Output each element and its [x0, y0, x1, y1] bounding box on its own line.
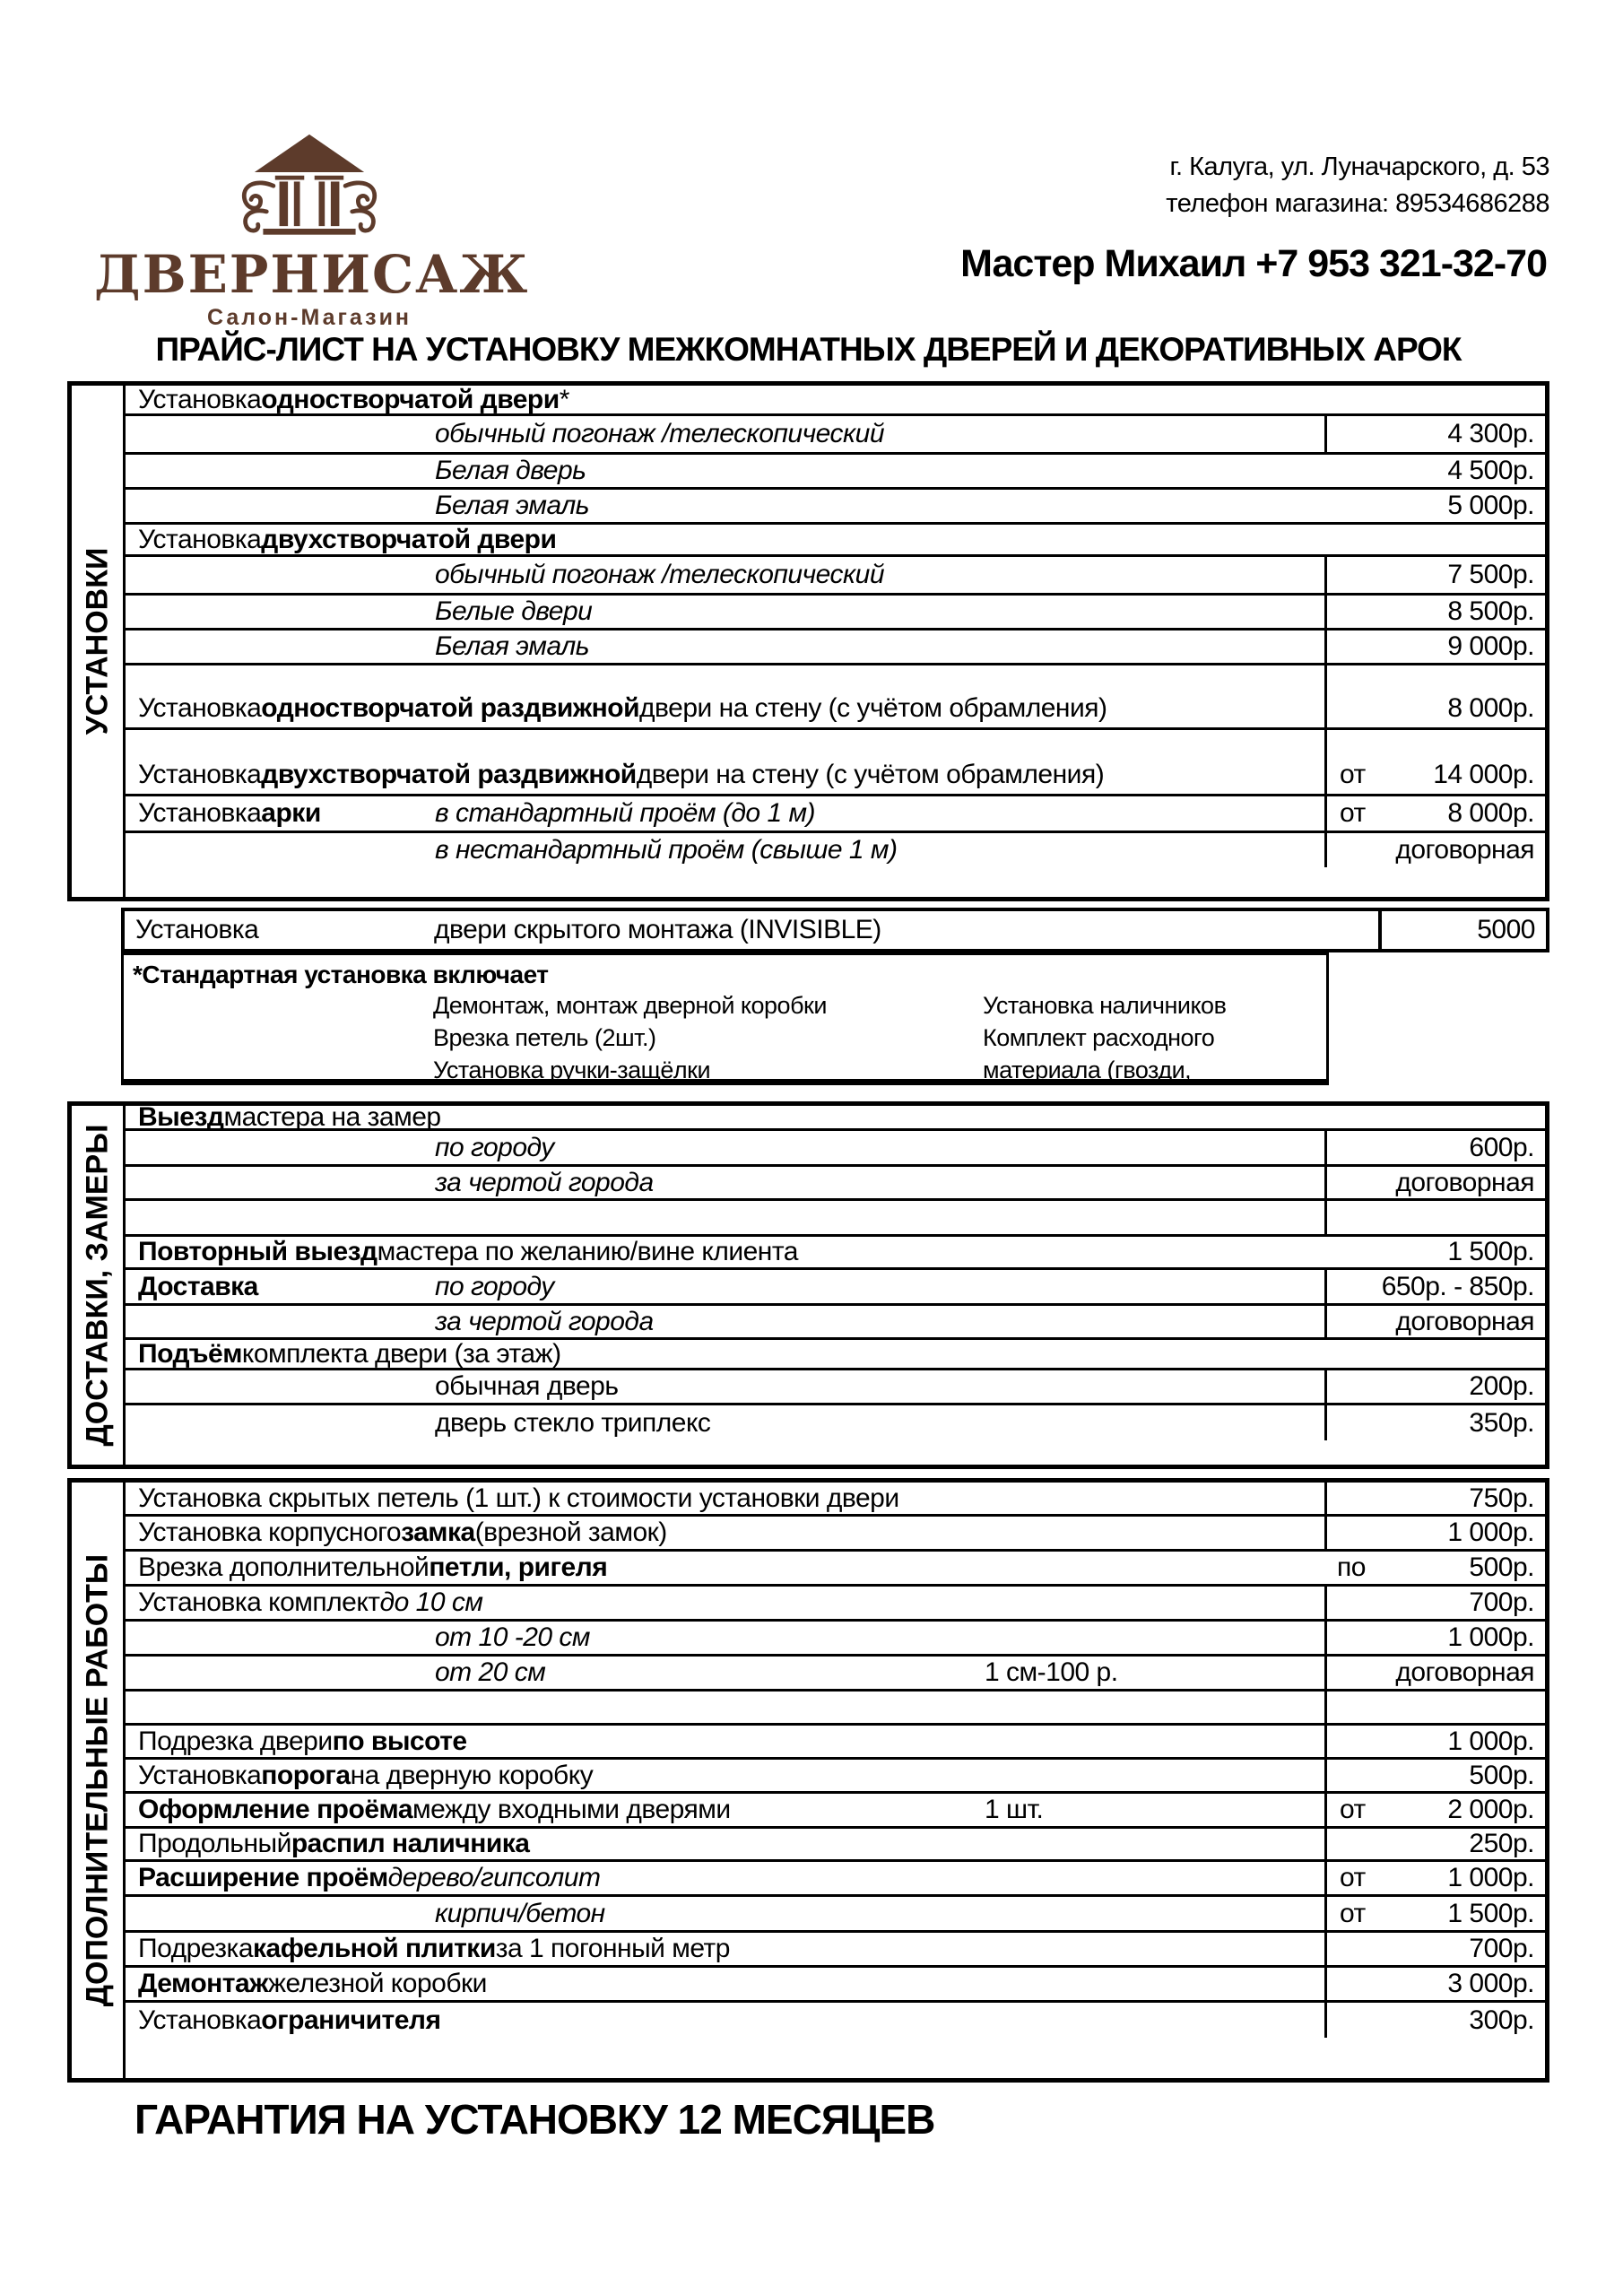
row-label: Повторный выезд мастера по желанию/вине клиента: [138, 1237, 798, 1266]
table-row: [126, 1167, 1545, 1201]
table-row: [126, 1933, 1545, 1968]
section-title-vertical: ДОПОЛНИТЕЛЬНЫЕ РАБОТЫ: [80, 1553, 114, 2007]
price-value: 8 000р.: [1447, 798, 1534, 828]
table-row: [126, 455, 1545, 490]
price-cell: [1324, 1370, 1545, 1403]
price-value: 700р.: [1469, 1934, 1534, 1963]
price-value: 650р. - 850р.: [1381, 1271, 1534, 1301]
price-value: 300р.: [1469, 2005, 1534, 2035]
table-row: [126, 730, 1545, 796]
table-row: [126, 665, 1545, 730]
price-value: 750р.: [1469, 1483, 1534, 1513]
table-row: [126, 1692, 1545, 1726]
table-row: [126, 596, 1545, 631]
row-label: Установка одностворчатой двери *: [138, 384, 569, 414]
price-prefix: от: [1340, 1863, 1366, 1892]
price-cell: [1324, 1968, 1545, 2000]
row-label: Врезка дополнительной петли, ригеля: [138, 1552, 608, 1582]
row-label: Установка одностворчатой раздвижной двери на стену (с учётом обрамления): [138, 693, 1107, 723]
table-row: [126, 2003, 1545, 2038]
table-row: [126, 1657, 1545, 1692]
price-cell: [1324, 730, 1545, 794]
price-value: 8 000р.: [1447, 693, 1534, 723]
price-value: 200р.: [1469, 1371, 1534, 1401]
price-cell: [1324, 1587, 1545, 1619]
table-row: [126, 1270, 1545, 1306]
price-value: 3 000р.: [1447, 1969, 1534, 1998]
price-value: 5000: [1477, 915, 1535, 944]
table-row: [126, 1622, 1545, 1657]
price-cell: [1324, 557, 1545, 593]
row-label: [126, 1201, 1324, 1234]
note-line: Установка ручки-защёлки материала (гвозди,: [433, 1056, 1192, 1083]
price-cell: [1324, 1933, 1545, 1965]
row-label: Белые двери: [435, 596, 593, 626]
table-row: [126, 1862, 1545, 1897]
price-cell: [1324, 596, 1545, 628]
table-row: [126, 1726, 1545, 1760]
page-title: ПРАЙС-ЛИСТ НА УСТАНОВКУ МЕЖКОМНАТНЫХ ДВЕРЕЙ И ДЕКОРАТИВНЫХ АРОК: [155, 331, 1462, 368]
price-value: 4 300р.: [1447, 419, 1534, 448]
price-value: договорная: [1395, 835, 1534, 865]
section-label-column: [72, 1106, 126, 1465]
price-cell: [1324, 665, 1545, 727]
row-label: Продольный распил наличника: [138, 1829, 530, 1858]
price-value: договорная: [1395, 1657, 1534, 1687]
price-value: 1 000р.: [1447, 1518, 1534, 1547]
arch-columns-icon: [197, 133, 421, 248]
table-row: [126, 796, 1545, 833]
price-cell: [1324, 1306, 1545, 1337]
row-label: от 10 -20 см: [435, 1622, 590, 1652]
price-cell: [1324, 1794, 1545, 1826]
table-row: [126, 1483, 1545, 1517]
price-cell: [1324, 416, 1545, 452]
section-extra-works: [67, 1478, 1549, 2083]
price-value: 2 000р.: [1447, 1795, 1534, 1824]
warranty-note: ГАРАНТИЯ НА УСТАНОВКУ 12 МЕСЯЦЕВ: [135, 2096, 935, 2143]
row-label: по городу: [435, 1132, 554, 1162]
price-value: 9 000р.: [1447, 631, 1534, 661]
price-value: 1 500р.: [1447, 1898, 1534, 1928]
table-row: [126, 1794, 1545, 1829]
master-contact: Мастер Михаил +7 953 321-32-70: [960, 242, 1547, 285]
shop-address: [1166, 149, 1549, 222]
table-row: [126, 1306, 1545, 1340]
row-label: Установка порога на дверную коробку: [138, 1760, 594, 1790]
row-label: [126, 1692, 1324, 1723]
table-row: [126, 386, 1545, 416]
table-row: [126, 490, 1545, 525]
row-label: Подъём комплекта двери (за этаж): [138, 1338, 561, 1369]
price-cell: [1324, 1483, 1545, 1514]
section-title-vertical: УСТАНОВКИ: [80, 547, 114, 735]
table-row: [126, 1101, 1545, 1132]
row-label: Доставка по городу: [138, 1271, 554, 1301]
table-row: [126, 1760, 1545, 1794]
row-label: Установка ограничителя: [138, 2005, 441, 2035]
table-row: [126, 1370, 1545, 1405]
row-label: Оформление проёма между входными дверями 1 шт.: [138, 1795, 1044, 1824]
price-prefix: от: [1340, 760, 1366, 789]
price-prefix: от: [1340, 1795, 1366, 1824]
row-label: обычная дверь: [435, 1371, 619, 1401]
price-cell: [1324, 1167, 1545, 1198]
row-label: Установка двери скрытого монтажа (INVISIBLE): [135, 915, 881, 944]
price-cell: [1324, 1760, 1545, 1791]
row-label: Установка арки в стандартный проём (до 1 м): [138, 798, 816, 828]
row-label: обычный погонаж /телескопический: [435, 560, 885, 589]
price-cell: [1324, 1552, 1545, 1584]
row-label: Белая эмаль: [435, 491, 590, 520]
price-value: 250р.: [1469, 1829, 1534, 1858]
row-label: Установка комплект до 10 см: [138, 1587, 483, 1617]
row-label: за чертой города: [435, 1167, 654, 1197]
row-label: обычный погонаж /телескопический: [435, 419, 885, 448]
table-row: [126, 1552, 1545, 1587]
standard-installation-note: [121, 952, 1329, 1085]
price-cell: [1324, 1692, 1545, 1723]
row-label: Расширение проём дерево/гипсолит: [138, 1863, 601, 1892]
row-label: Установка двухстворчатой двери: [138, 524, 557, 554]
price-cell: [1324, 1201, 1545, 1234]
price-value: 1 500р.: [1447, 1237, 1534, 1266]
price-cell: [1324, 1237, 1545, 1267]
section-label-column: [72, 386, 126, 897]
row-label: Установка скрытых петель (1 шт.) к стоимости установки двери: [138, 1483, 899, 1513]
price-cell: [1324, 631, 1545, 663]
price-prefix: по: [1337, 1552, 1366, 1582]
table-row: [126, 1237, 1545, 1270]
price-value: 8 500р.: [1447, 596, 1534, 626]
note-line: Демонтаж, монтаж дверной коробки Установка наличников: [433, 991, 1227, 1019]
note-line: Врезка петель (2шт.) Комплект расходного: [433, 1023, 1215, 1051]
price-value: 1 000р.: [1447, 1726, 1534, 1756]
price-cell: [1324, 796, 1545, 831]
table-row: [126, 1968, 1545, 2003]
section-title-vertical: ДОСТАВКИ, ЗАМЕРЫ: [80, 1124, 114, 1447]
shop-phone: телефон магазина: 89534686288: [1166, 189, 1549, 218]
table-row: [126, 1201, 1545, 1237]
price-value: договорная: [1395, 1306, 1534, 1336]
price-value: 500р.: [1469, 1552, 1534, 1582]
price-cell: [1324, 833, 1545, 867]
brand-subtitle: Салон-Магазин: [206, 305, 412, 330]
table-row: [126, 1587, 1545, 1622]
price-value: договорная: [1395, 1167, 1534, 1197]
row-label: в нестандартный проём (свыше 1 м): [435, 835, 898, 865]
price-cell: [1324, 1517, 1545, 1549]
price-prefix: от: [1340, 1898, 1366, 1928]
row-label: Выезд мастера на замер: [138, 1101, 441, 1132]
price-cell: [1324, 1897, 1545, 1930]
row-label: кирпич/бетон: [435, 1898, 605, 1928]
brand-name: ДВЕРНИСАЖ: [94, 244, 530, 305]
price-cell: [1324, 1862, 1545, 1894]
address-line: г. Калуга, ул. Луначарского, д. 53: [1169, 152, 1549, 181]
row-label: Подрезка двери по высоте: [138, 1726, 467, 1756]
price-cell: [1324, 1622, 1545, 1654]
row-label: дверь стекло триплекс: [435, 1407, 711, 1438]
table-row: [126, 1131, 1545, 1167]
row-label: Установка двухстворчатой раздвижной двери на стену (с учётом обрамления): [138, 760, 1105, 789]
price-value: 4 500р.: [1447, 456, 1534, 485]
table-row: [126, 557, 1545, 596]
price-value: 7 500р.: [1447, 560, 1534, 589]
table-row: [126, 416, 1545, 455]
row-label: от 20 см 1 см-100 р.: [435, 1657, 1118, 1687]
table-row: [126, 631, 1545, 665]
table-row: [126, 1829, 1545, 1862]
price-cell: [1324, 455, 1545, 487]
price-value: 700р.: [1469, 1587, 1534, 1617]
price-value: 14 000р.: [1433, 760, 1534, 789]
price-value: 1 000р.: [1447, 1863, 1534, 1892]
row-label: Демонтаж железной коробки: [138, 1969, 487, 1998]
price-value: 500р.: [1469, 1760, 1534, 1790]
price-cell: [1324, 490, 1545, 522]
table-row: [126, 1340, 1545, 1370]
price-cell: [1324, 1270, 1545, 1303]
price-cell: [1324, 1726, 1545, 1757]
price-value: 5 000р.: [1447, 491, 1534, 520]
table-row: [126, 1405, 1545, 1440]
brand-logo: [94, 133, 530, 331]
row-label: Подрезка кафельной плитки за 1 погонный метр: [138, 1934, 730, 1963]
price-cell: [1324, 1405, 1545, 1440]
row-label: за чертой города: [435, 1306, 654, 1336]
row-label: Белая дверь: [435, 456, 586, 485]
row-label: Установка корпусного замка (врезной замок): [138, 1518, 667, 1547]
price-cell: [1324, 2003, 1545, 2038]
table-row: [126, 525, 1545, 557]
note-title: *Стандартная установка включает: [133, 961, 549, 988]
table-row: [126, 1517, 1545, 1552]
row-label: Белая эмаль: [435, 631, 590, 661]
section-label-column: [72, 1483, 126, 2078]
table-row: [126, 833, 1545, 867]
table-row: [126, 1897, 1545, 1933]
price-value: 600р.: [1469, 1132, 1534, 1162]
price-value: 1 000р.: [1447, 1622, 1534, 1652]
price-cell: [1324, 1657, 1545, 1689]
price-prefix: от: [1340, 798, 1366, 828]
price-cell: [1324, 1131, 1545, 1164]
row-invisible-door: [121, 908, 1549, 952]
price-cell: [1378, 911, 1546, 949]
price-value: 350р.: [1469, 1407, 1534, 1438]
section-installations: [67, 381, 1549, 901]
section-delivery: [67, 1101, 1549, 1469]
price-cell: [1324, 1829, 1545, 1859]
